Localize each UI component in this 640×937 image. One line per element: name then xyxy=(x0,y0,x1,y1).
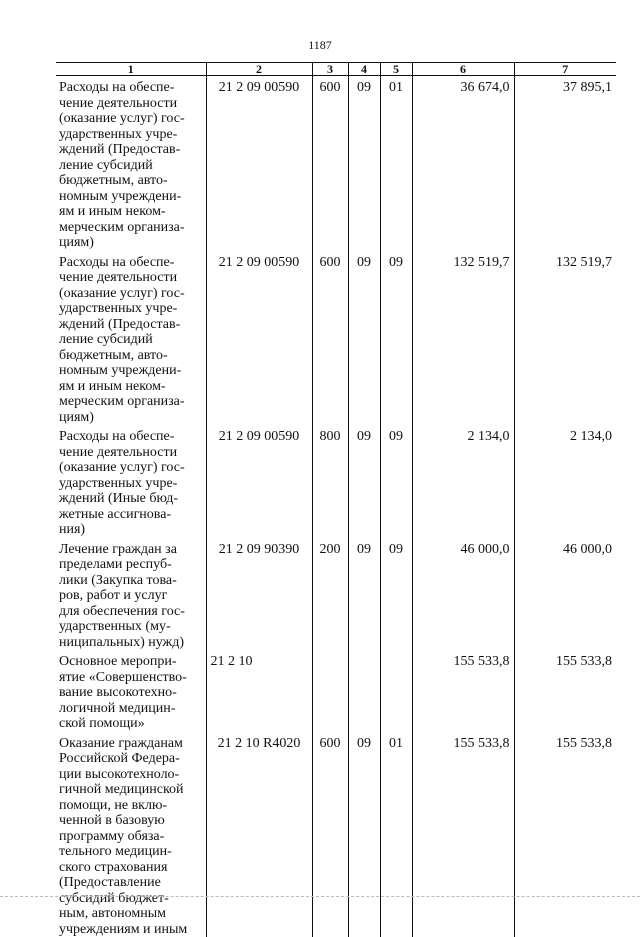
row-subsection: 09 xyxy=(380,425,412,538)
row-name: Расходы на обеспе- чение деятельности (оказание услуг) гос- ударственных учре- ждений (Предостав- ление субсидий бюджетным, авто- номным учреждени- ям и иным неком- мерческим организа- циям) xyxy=(56,251,206,426)
table-row xyxy=(56,732,616,937)
budget-table xyxy=(56,62,616,937)
row-sum-year-2: 132 519,7 xyxy=(514,251,616,426)
row-sum-year-1: 155 533,8 xyxy=(412,650,514,732)
row-subsection: 09 xyxy=(380,251,412,426)
table-row xyxy=(56,650,616,732)
row-name: Основное меропри- ятие «Совершенство- вание высокотехно- логичной медицин- ской помощи» xyxy=(56,650,206,732)
row-subsection: 01 xyxy=(380,76,412,251)
row-sum-year-1: 132 519,7 xyxy=(412,251,514,426)
header-col-1: 1 xyxy=(56,63,206,76)
header-col-2: 2 xyxy=(206,63,312,76)
row-sum-year-1: 46 000,0 xyxy=(412,538,514,651)
table-row xyxy=(56,251,616,426)
row-section: 09 xyxy=(348,425,380,538)
row-section: 09 xyxy=(348,76,380,251)
header-col-4: 4 xyxy=(348,63,380,76)
row-name: Лечение граждан за пределами респуб- лики (Закупка това- ров, работ и услуг для обеспечения гос- ударственных (му- ниципальных) нужд) xyxy=(56,538,206,651)
header-row xyxy=(56,63,616,76)
row-sum-year-1: 36 674,0 xyxy=(412,76,514,251)
row-section: 09 xyxy=(348,732,380,937)
row-expense-type: 600 xyxy=(312,76,348,251)
row-subsection: 01 xyxy=(380,732,412,937)
row-sum-year-1: 2 134,0 xyxy=(412,425,514,538)
row-sum-year-2: 37 895,1 xyxy=(514,76,616,251)
header-col-7: 7 xyxy=(514,63,616,76)
table-row xyxy=(56,538,616,651)
row-expense-type xyxy=(312,650,348,732)
row-sum-year-2: 155 533,8 xyxy=(514,732,616,937)
row-expense-type: 600 xyxy=(312,251,348,426)
page-number: 1187 xyxy=(0,38,640,53)
row-name: Расходы на обеспе- чение деятельности (оказание услуг) гос- ударственных учре- ждений (Иные бюд- жетные ассигнова- ния) xyxy=(56,425,206,538)
header-col-6: 6 xyxy=(412,63,514,76)
row-name: Расходы на обеспе- чение деятельности (оказание услуг) гос- ударственных учре- ждений (Предостав- ление субсидий бюджетным, авто- номным учреждени- ям и иным неком- мерческим организа- циям) xyxy=(56,76,206,251)
row-target-article: 21 2 09 00590 xyxy=(206,425,312,538)
row-target-article: 21 2 09 90390 xyxy=(206,538,312,651)
row-name: Оказание гражданам Российской Федера- ции высокотехноло- гичной медицинской помощи, не вклю- ченной в базовую программу обяза- тельного медицин- ского страхования (Предоставление субсидий бюджет- ным, автономным учреждениям и иным xyxy=(56,732,206,937)
row-subsection: 09 xyxy=(380,538,412,651)
table-row xyxy=(56,425,616,538)
row-sum-year-2: 155 533,8 xyxy=(514,650,616,732)
row-target-article: 21 2 09 00590 xyxy=(206,251,312,426)
row-sum-year-1: 155 533,8 xyxy=(412,732,514,937)
row-target-article: 21 2 09 00590 xyxy=(206,76,312,251)
header-col-3: 3 xyxy=(312,63,348,76)
row-sum-year-2: 2 134,0 xyxy=(514,425,616,538)
row-section: 09 xyxy=(348,538,380,651)
row-sum-year-2: 46 000,0 xyxy=(514,538,616,651)
row-section xyxy=(348,650,380,732)
row-expense-type: 600 xyxy=(312,732,348,937)
row-expense-type: 800 xyxy=(312,425,348,538)
row-target-article: 21 2 10 xyxy=(206,650,312,732)
row-expense-type: 200 xyxy=(312,538,348,651)
table-row xyxy=(56,76,616,251)
page-bottom-rule xyxy=(0,896,640,897)
row-subsection xyxy=(380,650,412,732)
row-section: 09 xyxy=(348,251,380,426)
header-col-5: 5 xyxy=(380,63,412,76)
row-target-article: 21 2 10 R4020 xyxy=(206,732,312,937)
